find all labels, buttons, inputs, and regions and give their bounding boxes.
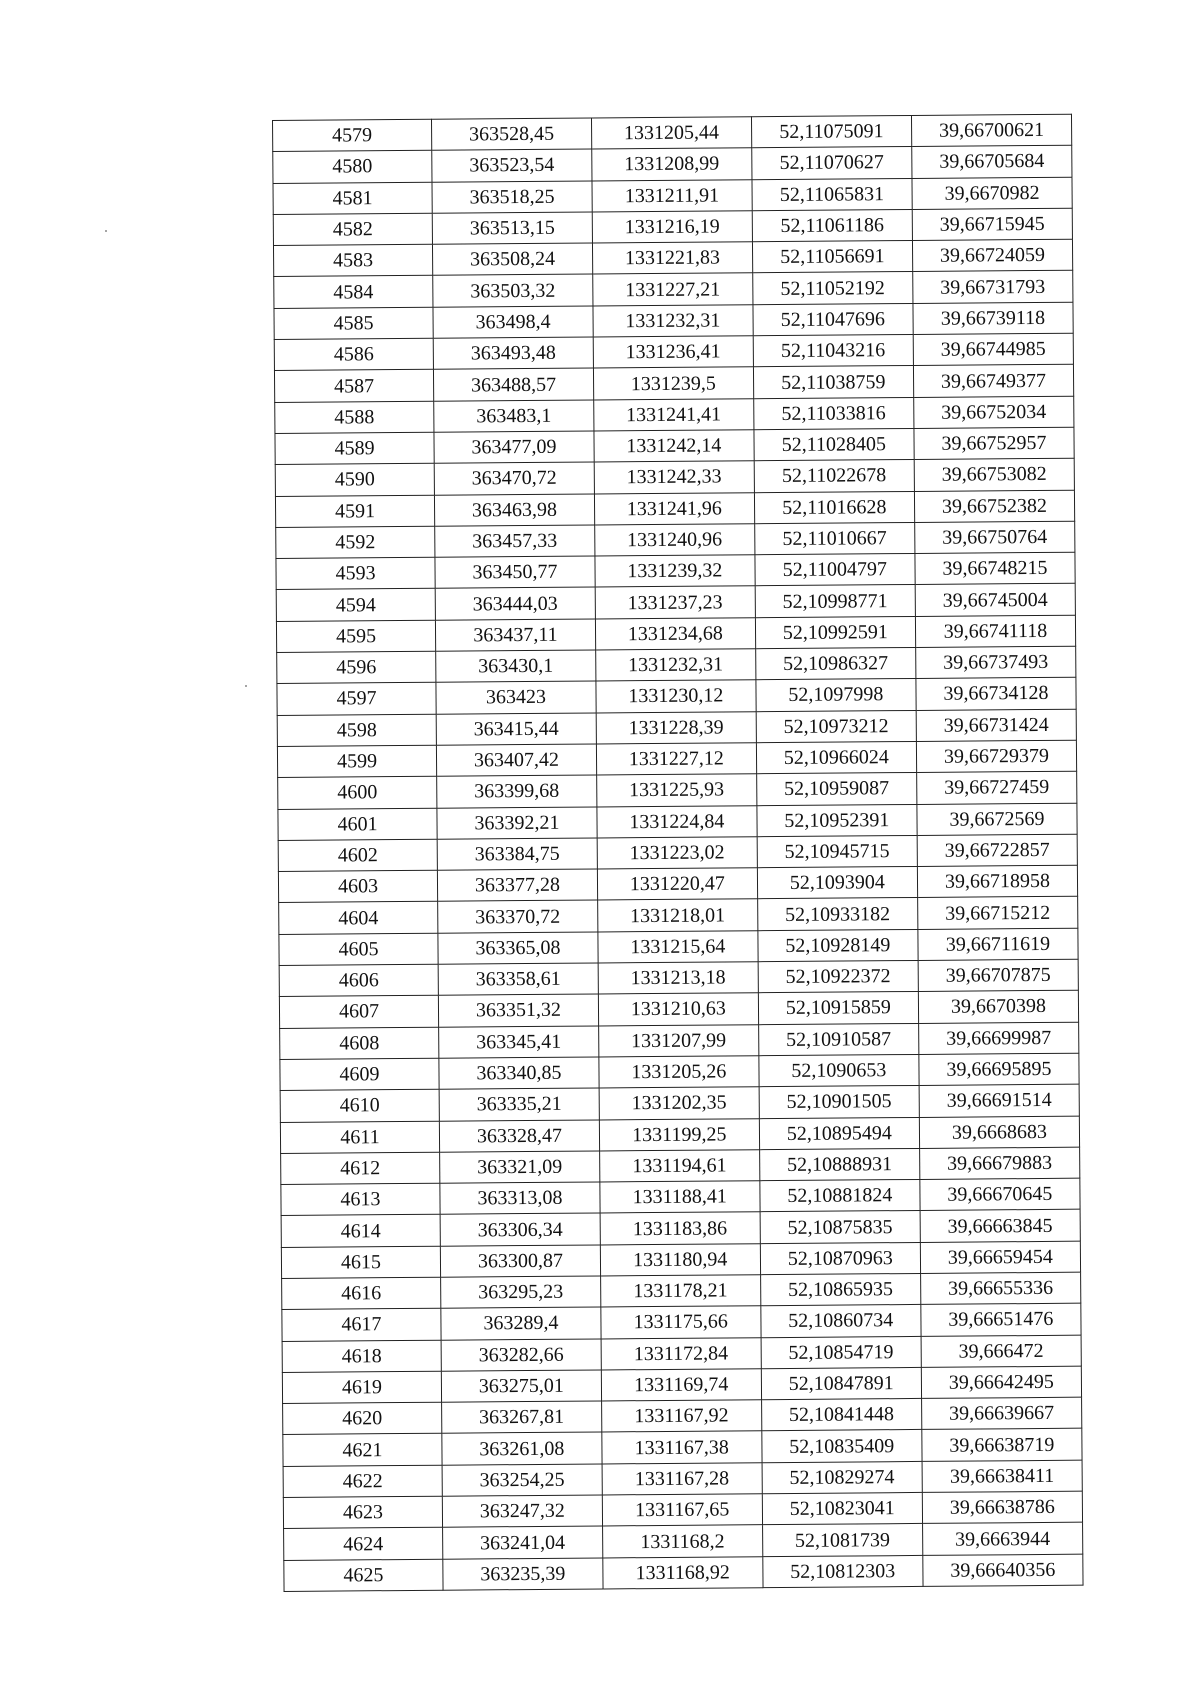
longitude-cell: 39,66744985	[913, 333, 1073, 366]
point-number-cell: 4591	[275, 495, 434, 528]
x-coordinate-cell: 363351,32	[438, 994, 598, 1027]
point-number-cell: 4588	[275, 401, 434, 434]
x-coordinate-cell: 363470,72	[434, 462, 594, 495]
x-coordinate-cell: 363518,25	[432, 181, 592, 214]
y-coordinate-cell: 1331241,96	[594, 492, 754, 525]
y-coordinate-cell: 1331232,31	[593, 305, 753, 338]
y-coordinate-cell: 1331241,41	[594, 398, 754, 431]
y-coordinate-cell: 1331237,23	[595, 586, 755, 619]
point-number-cell: 4607	[279, 996, 438, 1029]
x-coordinate-cell: 363300,87	[440, 1245, 600, 1278]
latitude-cell: 52,10895494	[759, 1117, 919, 1150]
point-number-cell: 4581	[273, 182, 432, 215]
longitude-cell: 39,66715212	[917, 897, 1077, 930]
x-coordinate-cell: 363241,04	[443, 1526, 603, 1559]
y-coordinate-cell: 1331167,38	[602, 1431, 762, 1464]
x-coordinate-cell: 363528,45	[432, 118, 592, 151]
latitude-cell: 52,10910587	[758, 1023, 918, 1056]
latitude-cell: 52,10922372	[758, 960, 918, 993]
latitude-cell: 52,10860734	[761, 1305, 921, 1338]
x-coordinate-cell: 363282,66	[441, 1339, 601, 1372]
point-number-cell: 4598	[277, 714, 436, 747]
longitude-cell: 39,66718958	[917, 865, 1077, 898]
point-number-cell: 4594	[276, 589, 435, 622]
y-coordinate-cell: 1331221,83	[592, 242, 752, 275]
latitude-cell: 52,10812303	[763, 1555, 923, 1588]
point-number-cell: 4609	[280, 1058, 439, 1091]
latitude-cell: 52,10888931	[759, 1148, 919, 1181]
latitude-cell: 52,1093904	[757, 867, 917, 900]
latitude-cell: 52,10870963	[760, 1242, 920, 1275]
y-coordinate-cell: 1331169,74	[601, 1369, 761, 1402]
x-coordinate-cell: 363254,25	[442, 1464, 602, 1497]
latitude-cell: 52,10875835	[760, 1211, 920, 1244]
y-coordinate-cell: 1331199,25	[599, 1118, 759, 1151]
longitude-cell: 39,66739118	[913, 302, 1073, 335]
longitude-cell: 39,6672569	[917, 803, 1077, 836]
x-coordinate-cell: 363335,21	[439, 1088, 599, 1121]
latitude-cell: 52,10865935	[760, 1273, 920, 1306]
point-number-cell: 4600	[278, 776, 437, 809]
latitude-cell: 52,11043216	[753, 335, 913, 368]
latitude-cell: 52,11010667	[754, 522, 914, 555]
longitude-cell: 39,66670645	[920, 1178, 1080, 1211]
y-coordinate-cell: 1331220,47	[597, 868, 757, 901]
latitude-cell: 52,10945715	[757, 835, 917, 868]
x-coordinate-cell: 363463,98	[434, 494, 594, 527]
point-number-cell: 4605	[279, 933, 438, 966]
longitude-cell: 39,66699987	[918, 1022, 1078, 1055]
point-number-cell: 4597	[277, 683, 436, 716]
latitude-cell: 52,10841448	[761, 1399, 921, 1432]
longitude-cell: 39,66753082	[914, 458, 1074, 491]
x-coordinate-cell: 363370,72	[438, 900, 598, 933]
x-coordinate-cell: 363423	[436, 681, 596, 714]
x-coordinate-cell: 363513,15	[432, 212, 592, 245]
point-number-cell: 4601	[278, 808, 437, 841]
latitude-cell: 52,10915859	[758, 992, 918, 1025]
longitude-cell: 39,66748215	[915, 552, 1075, 585]
x-coordinate-cell: 363384,75	[437, 838, 597, 871]
longitude-cell: 39,6670398	[918, 991, 1078, 1024]
point-number-cell: 4584	[274, 276, 433, 309]
y-coordinate-cell: 1331194,61	[599, 1150, 759, 1183]
x-coordinate-cell: 363407,42	[436, 744, 596, 777]
longitude-cell: 39,66745004	[915, 584, 1075, 617]
x-coordinate-cell: 363457,33	[435, 525, 595, 558]
y-coordinate-cell: 1331211,91	[592, 179, 752, 212]
point-number-cell: 4621	[283, 1434, 442, 1467]
x-coordinate-cell: 363392,21	[437, 807, 597, 840]
scan-speck	[105, 230, 107, 232]
longitude-cell: 39,66695895	[919, 1053, 1079, 1086]
latitude-cell: 52,10952391	[757, 804, 917, 837]
x-coordinate-cell: 363313,08	[440, 1182, 600, 1215]
longitude-cell: 39,66752034	[914, 396, 1074, 429]
y-coordinate-cell: 1331224,84	[597, 805, 757, 838]
y-coordinate-cell: 1331228,39	[596, 711, 756, 744]
x-coordinate-cell: 363483,1	[434, 400, 594, 433]
latitude-cell: 52,11061186	[752, 209, 912, 242]
x-coordinate-cell: 363498,4	[433, 306, 593, 339]
y-coordinate-cell: 1331236,41	[593, 336, 753, 369]
y-coordinate-cell: 1331205,26	[599, 1056, 759, 1089]
latitude-cell: 52,10986327	[755, 648, 915, 681]
latitude-cell: 52,1081739	[762, 1524, 922, 1557]
longitude-cell: 39,66638719	[922, 1429, 1082, 1462]
longitude-cell: 39,66750764	[915, 521, 1075, 554]
y-coordinate-cell: 1331213,18	[598, 962, 758, 995]
point-number-cell: 4620	[283, 1402, 442, 1435]
y-coordinate-cell: 1331232,31	[596, 649, 756, 682]
longitude-cell: 39,66752957	[914, 427, 1074, 460]
x-coordinate-cell: 363493,48	[433, 337, 593, 370]
coordinates-table	[272, 114, 1084, 1592]
y-coordinate-cell: 1331239,32	[595, 555, 755, 588]
longitude-cell: 39,66700621	[911, 114, 1071, 147]
point-number-cell: 4590	[275, 464, 434, 497]
point-number-cell: 4618	[282, 1340, 441, 1373]
x-coordinate-cell: 363235,39	[443, 1558, 603, 1591]
longitude-cell: 39,66734128	[916, 678, 1076, 711]
y-coordinate-cell: 1331242,33	[594, 461, 754, 494]
latitude-cell: 52,10901505	[759, 1086, 919, 1119]
point-number-cell: 4610	[280, 1089, 439, 1122]
point-number-cell: 4595	[276, 620, 435, 653]
point-number-cell: 4596	[277, 651, 436, 684]
longitude-cell: 39,666472	[921, 1335, 1081, 1368]
y-coordinate-cell: 1331167,65	[602, 1494, 762, 1527]
y-coordinate-cell: 1331216,19	[592, 211, 752, 244]
latitude-cell: 52,11016628	[754, 491, 914, 524]
y-coordinate-cell: 1331210,63	[598, 993, 758, 1026]
point-number-cell: 4617	[282, 1308, 441, 1341]
longitude-cell: 39,66638786	[922, 1491, 1082, 1524]
longitude-cell: 39,66651476	[921, 1303, 1081, 1336]
point-number-cell: 4585	[274, 307, 433, 340]
x-coordinate-cell: 363267,81	[442, 1401, 602, 1434]
latitude-cell: 52,10973212	[756, 710, 916, 743]
longitude-cell: 39,6668683	[919, 1116, 1079, 1149]
point-number-cell: 4608	[280, 1027, 439, 1060]
x-coordinate-cell: 363488,57	[434, 368, 594, 401]
point-number-cell: 4603	[278, 870, 437, 903]
latitude-cell: 52,1090653	[759, 1054, 919, 1087]
longitude-cell: 39,66722857	[917, 834, 1077, 867]
longitude-cell: 39,66705684	[912, 146, 1072, 179]
longitude-cell: 39,66729379	[916, 740, 1076, 773]
longitude-cell: 39,66715945	[912, 208, 1072, 241]
x-coordinate-cell: 363345,41	[439, 1026, 599, 1059]
longitude-cell: 39,66711619	[918, 928, 1078, 961]
longitude-cell: 39,66727459	[917, 771, 1077, 804]
point-number-cell: 4602	[278, 839, 437, 872]
y-coordinate-cell: 1331227,21	[593, 273, 753, 306]
x-coordinate-cell: 363365,08	[438, 932, 598, 965]
x-coordinate-cell: 363477,09	[434, 431, 594, 464]
x-coordinate-cell: 363503,32	[433, 274, 593, 307]
y-coordinate-cell: 1331178,21	[600, 1275, 760, 1308]
longitude-cell: 39,66679883	[919, 1147, 1079, 1180]
point-number-cell: 4593	[276, 557, 435, 590]
y-coordinate-cell: 1331240,96	[595, 524, 755, 557]
y-coordinate-cell: 1331225,93	[596, 774, 756, 807]
latitude-cell: 52,10998771	[755, 585, 915, 618]
longitude-cell: 39,66737493	[916, 646, 1076, 679]
scan-speck	[245, 685, 247, 687]
x-coordinate-cell: 363321,09	[440, 1151, 600, 1184]
latitude-cell: 52,10835409	[762, 1430, 922, 1463]
x-coordinate-cell: 363247,32	[442, 1495, 602, 1528]
longitude-cell: 39,6670982	[912, 177, 1072, 210]
point-number-cell: 4612	[281, 1152, 440, 1185]
longitude-cell: 39,66655336	[920, 1272, 1080, 1305]
y-coordinate-cell: 1331172,84	[601, 1337, 761, 1370]
x-coordinate-cell: 363275,01	[441, 1370, 601, 1403]
y-coordinate-cell: 1331168,2	[602, 1525, 762, 1558]
y-coordinate-cell: 1331188,41	[600, 1181, 760, 1214]
y-coordinate-cell: 1331227,12	[596, 743, 756, 776]
point-number-cell: 4580	[273, 151, 432, 184]
longitude-cell: 39,66659454	[920, 1241, 1080, 1274]
point-number-cell: 4611	[280, 1121, 439, 1154]
x-coordinate-cell: 363415,44	[436, 713, 596, 746]
point-number-cell: 4614	[281, 1215, 440, 1248]
longitude-cell: 39,66731793	[913, 271, 1073, 304]
y-coordinate-cell: 1331202,35	[599, 1087, 759, 1120]
latitude-cell: 52,1097998	[756, 679, 916, 712]
point-number-cell: 4582	[273, 213, 432, 246]
point-number-cell: 4589	[275, 432, 434, 465]
longitude-cell: 39,66691514	[919, 1084, 1079, 1117]
point-number-cell: 4616	[282, 1277, 441, 1310]
x-coordinate-cell: 363508,24	[433, 243, 593, 276]
latitude-cell: 52,10959087	[756, 773, 916, 806]
table-row	[284, 1554, 1083, 1592]
latitude-cell: 52,10928149	[758, 929, 918, 962]
latitude-cell: 52,10847891	[761, 1367, 921, 1400]
y-coordinate-cell: 1331234,68	[595, 617, 755, 650]
longitude-cell: 39,66731424	[916, 709, 1076, 742]
y-coordinate-cell: 1331167,28	[602, 1462, 762, 1495]
point-number-cell: 4592	[276, 526, 435, 559]
x-coordinate-cell: 363289,4	[441, 1307, 601, 1340]
x-coordinate-cell: 363444,03	[435, 587, 595, 620]
longitude-cell: 39,66639667	[921, 1397, 1081, 1430]
y-coordinate-cell: 1331208,99	[592, 148, 752, 181]
y-coordinate-cell: 1331218,01	[597, 899, 757, 932]
latitude-cell: 52,11075091	[751, 115, 911, 148]
x-coordinate-cell: 363399,68	[437, 775, 597, 808]
latitude-cell: 52,10933182	[757, 898, 917, 931]
x-coordinate-cell: 363306,34	[440, 1213, 600, 1246]
point-number-cell: 4624	[284, 1528, 443, 1561]
latitude-cell: 52,10854719	[761, 1336, 921, 1369]
latitude-cell: 52,11022678	[754, 460, 914, 493]
latitude-cell: 52,10829274	[762, 1461, 922, 1494]
longitude-cell: 39,6663944	[922, 1523, 1082, 1556]
y-coordinate-cell: 1331239,5	[593, 367, 753, 400]
point-number-cell: 4583	[273, 244, 432, 277]
point-number-cell: 4587	[274, 370, 433, 403]
latitude-cell: 52,11070627	[752, 147, 912, 180]
x-coordinate-cell: 363295,23	[441, 1276, 601, 1309]
latitude-cell: 52,11028405	[754, 428, 914, 461]
latitude-cell: 52,11033816	[753, 397, 913, 430]
x-coordinate-cell: 363523,54	[432, 149, 592, 182]
point-number-cell: 4579	[273, 119, 432, 152]
x-coordinate-cell: 363430,1	[436, 650, 596, 683]
point-number-cell: 4615	[281, 1246, 440, 1279]
coordinates-table-body	[273, 114, 1084, 1591]
y-coordinate-cell: 1331207,99	[598, 1024, 758, 1057]
x-coordinate-cell: 363358,61	[438, 963, 598, 996]
longitude-cell: 39,66749377	[913, 365, 1073, 398]
point-number-cell: 4619	[282, 1371, 441, 1404]
y-coordinate-cell: 1331205,44	[591, 117, 751, 150]
longitude-cell: 39,66707875	[918, 959, 1078, 992]
point-number-cell: 4604	[279, 902, 438, 935]
x-coordinate-cell: 363377,28	[437, 869, 597, 902]
point-number-cell: 4625	[284, 1559, 443, 1592]
x-coordinate-cell: 363328,47	[439, 1119, 599, 1152]
y-coordinate-cell: 1331175,66	[601, 1306, 761, 1339]
longitude-cell: 39,66638411	[922, 1460, 1082, 1493]
latitude-cell: 52,11047696	[753, 303, 913, 336]
latitude-cell: 52,11038759	[753, 366, 913, 399]
longitude-cell: 39,66640356	[923, 1554, 1083, 1587]
latitude-cell: 52,11065831	[752, 178, 912, 211]
latitude-cell: 52,10823041	[762, 1492, 922, 1525]
point-number-cell: 4599	[277, 745, 436, 778]
x-coordinate-cell: 363261,08	[442, 1432, 602, 1465]
y-coordinate-cell: 1331180,94	[600, 1243, 760, 1276]
y-coordinate-cell: 1331223,02	[597, 837, 757, 870]
y-coordinate-cell: 1331167,92	[601, 1400, 761, 1433]
latitude-cell: 52,10881824	[760, 1180, 920, 1213]
longitude-cell: 39,66663845	[920, 1210, 1080, 1243]
latitude-cell: 52,11052192	[752, 272, 912, 305]
latitude-cell: 52,11004797	[755, 554, 915, 587]
x-coordinate-cell: 363437,11	[435, 619, 595, 652]
latitude-cell: 52,10966024	[756, 741, 916, 774]
point-number-cell: 4622	[283, 1465, 442, 1498]
y-coordinate-cell: 1331230,12	[596, 680, 756, 713]
point-number-cell: 4613	[281, 1183, 440, 1216]
x-coordinate-cell: 363450,77	[435, 556, 595, 589]
latitude-cell: 52,10992591	[755, 616, 915, 649]
y-coordinate-cell: 1331168,92	[603, 1556, 763, 1589]
y-coordinate-cell: 1331242,14	[594, 430, 754, 463]
longitude-cell: 39,66752382	[914, 490, 1074, 523]
longitude-cell: 39,66724059	[912, 239, 1072, 272]
y-coordinate-cell: 1331183,86	[600, 1212, 760, 1245]
y-coordinate-cell: 1331215,64	[598, 930, 758, 963]
x-coordinate-cell: 363340,85	[439, 1057, 599, 1090]
longitude-cell: 39,66642495	[921, 1366, 1081, 1399]
point-number-cell: 4606	[279, 964, 438, 997]
latitude-cell: 52,11056691	[752, 241, 912, 274]
point-number-cell: 4623	[283, 1496, 442, 1529]
point-number-cell: 4586	[274, 338, 433, 371]
longitude-cell: 39,66741118	[915, 615, 1075, 648]
